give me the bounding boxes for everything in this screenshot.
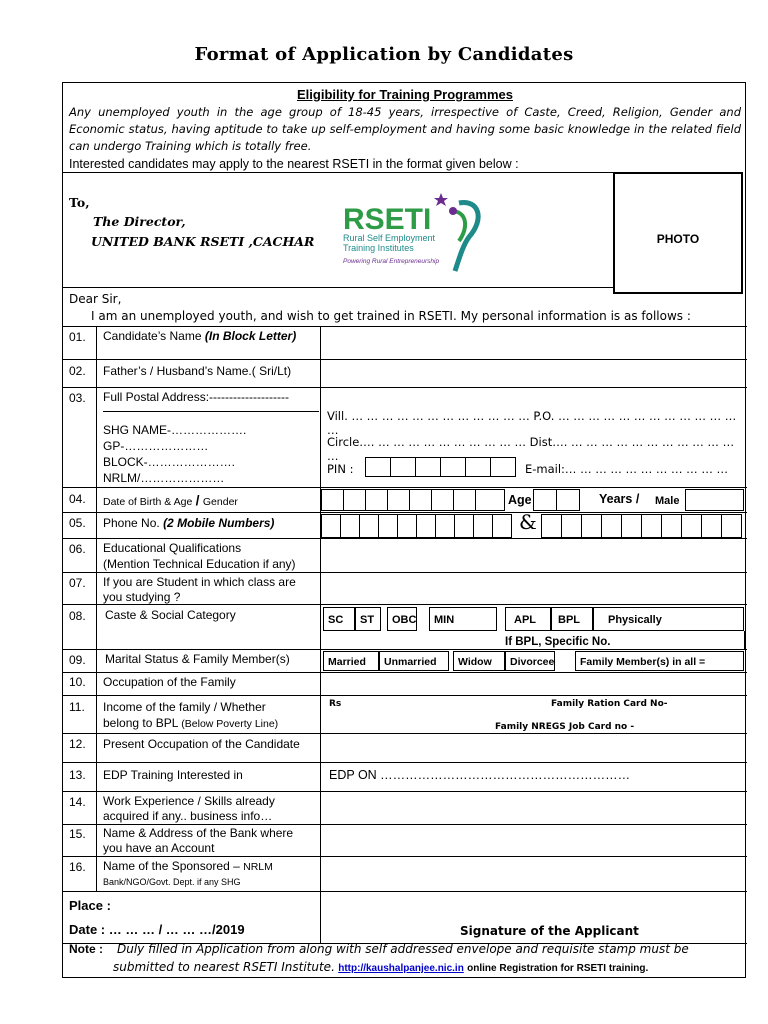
pin-digit-box[interactable] xyxy=(490,457,516,477)
pin-digit-box[interactable] xyxy=(390,457,416,477)
row-number: 07. xyxy=(69,576,86,590)
dob-digit-box[interactable] xyxy=(453,489,476,511)
row-number: 14. xyxy=(69,795,86,809)
student-class-field[interactable] xyxy=(321,573,746,603)
bpl-option[interactable]: BPL xyxy=(551,607,593,631)
row-number: 02. xyxy=(69,364,86,378)
village-po-field[interactable]: Vill. … … … … … … … … … … … … P.O. … … … … … … … … … … … … … xyxy=(327,409,737,437)
apl-option[interactable]: APL xyxy=(505,607,551,631)
widow-option[interactable]: Widow xyxy=(453,651,505,671)
st-option[interactable]: ST xyxy=(355,607,381,631)
director-label: The Director, xyxy=(93,214,186,229)
obc-option[interactable]: OBC xyxy=(387,607,417,631)
phone-digit-box[interactable] xyxy=(492,514,512,538)
phone-digit-box[interactable] xyxy=(661,514,682,538)
family-members-field[interactable]: Family Member(s) in all = xyxy=(575,651,744,671)
sponsor-label: Name of the Sponsored – NRLM xyxy=(103,859,273,873)
photo-label: PHOTO xyxy=(656,232,700,246)
education-sublabel: (Mention Technical Education if any) xyxy=(103,557,296,571)
note-label: Note : xyxy=(69,942,103,956)
row-number: 01. xyxy=(69,330,86,344)
photo-box[interactable] xyxy=(613,172,743,294)
pin-label: PIN : xyxy=(327,462,354,476)
phone-digit-box[interactable] xyxy=(681,514,702,538)
signature-label: Signature of the Applicant xyxy=(460,924,639,938)
ampersand: & xyxy=(519,510,537,534)
rs-label: Rs xyxy=(329,699,342,709)
postal-address-label: Full Postal Address:-------------------- xyxy=(103,390,289,404)
bpl-label: belong to BPL (Below Poverty Line) xyxy=(103,716,279,730)
pin-digit-box[interactable] xyxy=(365,457,391,477)
bpl-number-label: If BPL, Specific No. xyxy=(505,636,611,648)
age-label: Age xyxy=(508,493,532,507)
nrlm-label: NRLM/………………… xyxy=(103,471,225,485)
email-field[interactable]: E-mail:… … … … … … … … … … … xyxy=(525,462,728,476)
application-form xyxy=(62,82,746,978)
dob-digit-box[interactable] xyxy=(387,489,410,511)
work-experience-sublabel: acquired if any.. business info… xyxy=(103,809,273,823)
page-title: Format of Application by Candidates xyxy=(194,44,574,65)
phone-digit-box[interactable] xyxy=(397,514,417,538)
row-number: 15. xyxy=(69,827,86,841)
nregs-card-field[interactable]: Family NREGS Job Card no - xyxy=(495,722,635,732)
circle-dist-field[interactable]: Circle…. … … … … … … … … … … Dist…. … … … … … … … … … … … … xyxy=(327,435,735,463)
education-field[interactable] xyxy=(321,539,746,571)
age-digit-box[interactable] xyxy=(533,489,557,511)
salutation: Dear Sir, xyxy=(69,292,122,306)
row-number: 10. xyxy=(69,675,86,689)
pin-digit-box[interactable] xyxy=(440,457,466,477)
row-number: 11. xyxy=(69,700,85,714)
physically-option[interactable]: Physically xyxy=(593,607,744,631)
student-class-label: If you are Student in which class are xyxy=(103,575,296,589)
education-label: Educational Qualifications xyxy=(103,541,242,555)
pin-digit-box[interactable] xyxy=(465,457,491,477)
note-text: Duly filled in Application from along with self addressed envelope and requisite stamp must be xyxy=(117,942,689,956)
divider xyxy=(63,287,613,288)
registration-link[interactable]: http://kaushalpanjee.nic.in xyxy=(338,963,464,974)
svg-text:Powering Rural Entrepreneurshi: Powering Rural Entrepreneurship xyxy=(343,258,440,265)
gender-label: Male xyxy=(655,495,680,507)
phone-digit-box[interactable] xyxy=(378,514,398,538)
phone-digit-box[interactable] xyxy=(473,514,493,538)
sponsor-sublabel: Bank/NGO/Govt. Dept. if any SHG xyxy=(103,877,241,887)
caste-label: Caste & Social Category xyxy=(105,608,236,622)
dob-digit-box[interactable] xyxy=(431,489,454,511)
row-number: 12. xyxy=(69,737,86,751)
bank-address-field[interactable] xyxy=(321,825,746,855)
income-label: Income of the family / Whether xyxy=(103,700,266,714)
marital-status-label: Marital Status & Family Member(s) xyxy=(105,652,290,666)
married-option[interactable]: Married xyxy=(323,651,379,671)
min-option[interactable]: MIN xyxy=(429,607,497,631)
work-experience-label: Work Experience / Skills already xyxy=(103,794,275,808)
candidate-name-field[interactable] xyxy=(321,327,746,358)
shg-name-label: SHG NAME-………………. xyxy=(103,423,247,437)
candidate-name-label: Candidate’s Name (In Block Letter) xyxy=(103,329,297,343)
bank-address-label: Name & Address of the Bank where xyxy=(103,826,294,840)
phone-digit-box[interactable] xyxy=(359,514,379,538)
apply-note: Interested candidates may apply to the nearest RSETI in the format given below : xyxy=(69,157,519,171)
date-label: Date : … … … / … … …/2019 xyxy=(69,922,245,937)
phone-digit-box[interactable] xyxy=(581,514,602,538)
age-digit-box[interactable] xyxy=(556,489,580,511)
years-label: Years / xyxy=(599,492,640,506)
student-class-sublabel: you studying ? xyxy=(103,590,181,604)
father-name-label: Father’s / Husband’s Name.( Sri/Lt) xyxy=(103,364,292,378)
intro-text: I am an unemployed youth, and wish to get trained in RSETI. My personal information is as follows : xyxy=(91,309,691,323)
row-number: 04. xyxy=(69,492,86,506)
row-number: 08. xyxy=(69,609,86,623)
dob-digit-box[interactable] xyxy=(343,489,366,511)
phone-digit-box[interactable] xyxy=(641,514,662,538)
pin-digit-box[interactable] xyxy=(415,457,441,477)
divorcee-option[interactable]: Divorcee xyxy=(505,651,555,671)
sponsor-field[interactable] xyxy=(321,857,746,890)
unmarried-option[interactable]: Unmarried xyxy=(379,651,449,671)
note-line-2: submitted to nearest RSETI Institute. http://kaushalpanjee.nic.in online Registration for RSETI training. xyxy=(113,960,649,974)
eligibility-heading: Eligibility for Training Programmes xyxy=(297,87,513,102)
father-name-field[interactable] xyxy=(321,360,746,386)
row-number: 13. xyxy=(69,768,86,782)
to-label: To, xyxy=(69,195,90,210)
row-number: 05. xyxy=(69,516,86,530)
sc-option[interactable]: SC xyxy=(323,607,355,631)
phone-digit-box[interactable] xyxy=(541,514,562,538)
bank-address-sublabel: you have an Account xyxy=(103,841,215,855)
gender-field[interactable] xyxy=(685,489,744,511)
phone-digit-box[interactable] xyxy=(416,514,436,538)
eligibility-text: Any unemployed youth in the age group of 18-45 years, irrespective of Caste, Creed, Religion, Gender and Economic status, having aptitude to take up self-employment and having some basic knowledge in the related field can undergo Training which is totally free. xyxy=(69,105,741,153)
phone-digit-box[interactable] xyxy=(701,514,722,538)
svg-text:Rural Self Employment: Rural Self Employment xyxy=(343,233,436,243)
phone-digit-box[interactable] xyxy=(621,514,642,538)
svg-text:RSETI: RSETI xyxy=(343,203,432,236)
work-experience-field[interactable] xyxy=(321,792,746,823)
phone-digit-box[interactable] xyxy=(435,514,455,538)
present-occupation-field[interactable] xyxy=(321,734,746,761)
place-label: Place : xyxy=(69,898,111,913)
phone-label: Phone No. (2 Mobile Numbers) xyxy=(103,516,275,530)
ration-card-field[interactable]: Family Ration Card No- xyxy=(551,699,668,709)
family-occupation-field[interactable] xyxy=(321,673,746,694)
edp-training-field[interactable]: EDP ON …………………………………………………… xyxy=(329,768,631,782)
phone-digit-box[interactable] xyxy=(721,514,742,538)
svg-text:Training Institutes: Training Institutes xyxy=(343,243,414,253)
dob-digit-box[interactable] xyxy=(475,489,505,511)
rseti-logo xyxy=(341,189,491,277)
dob-digit-box[interactable] xyxy=(365,489,388,511)
row-number: 03. xyxy=(69,391,86,405)
phone-digit-box[interactable] xyxy=(340,514,360,538)
institute-name: UNITED BANK RSETI ,CACHAR xyxy=(91,234,315,249)
phone-digit-box[interactable] xyxy=(321,514,341,538)
phone-digit-box[interactable] xyxy=(601,514,622,538)
row-number: 09. xyxy=(69,653,86,667)
rseti-logo-icon xyxy=(341,189,491,277)
dob-digit-box[interactable] xyxy=(321,489,344,511)
edp-training-label: EDP Training Interested in xyxy=(103,768,243,782)
dob-digit-box[interactable] xyxy=(409,489,432,511)
row-number: 06. xyxy=(69,542,86,556)
divider xyxy=(63,172,613,173)
family-occupation-label: Occupation of the Family xyxy=(103,675,236,689)
present-occupation-label: Present Occupation of the Candidate xyxy=(103,737,300,751)
row-number: 16. xyxy=(69,860,86,874)
phone-digit-box[interactable] xyxy=(561,514,582,538)
block-label: BLOCK-…………………. xyxy=(103,455,236,469)
gp-label: GP-………………… xyxy=(103,439,209,453)
phone-digit-box[interactable] xyxy=(454,514,474,538)
dob-gender-label: Date of Birth & Age / Gender xyxy=(103,492,238,508)
